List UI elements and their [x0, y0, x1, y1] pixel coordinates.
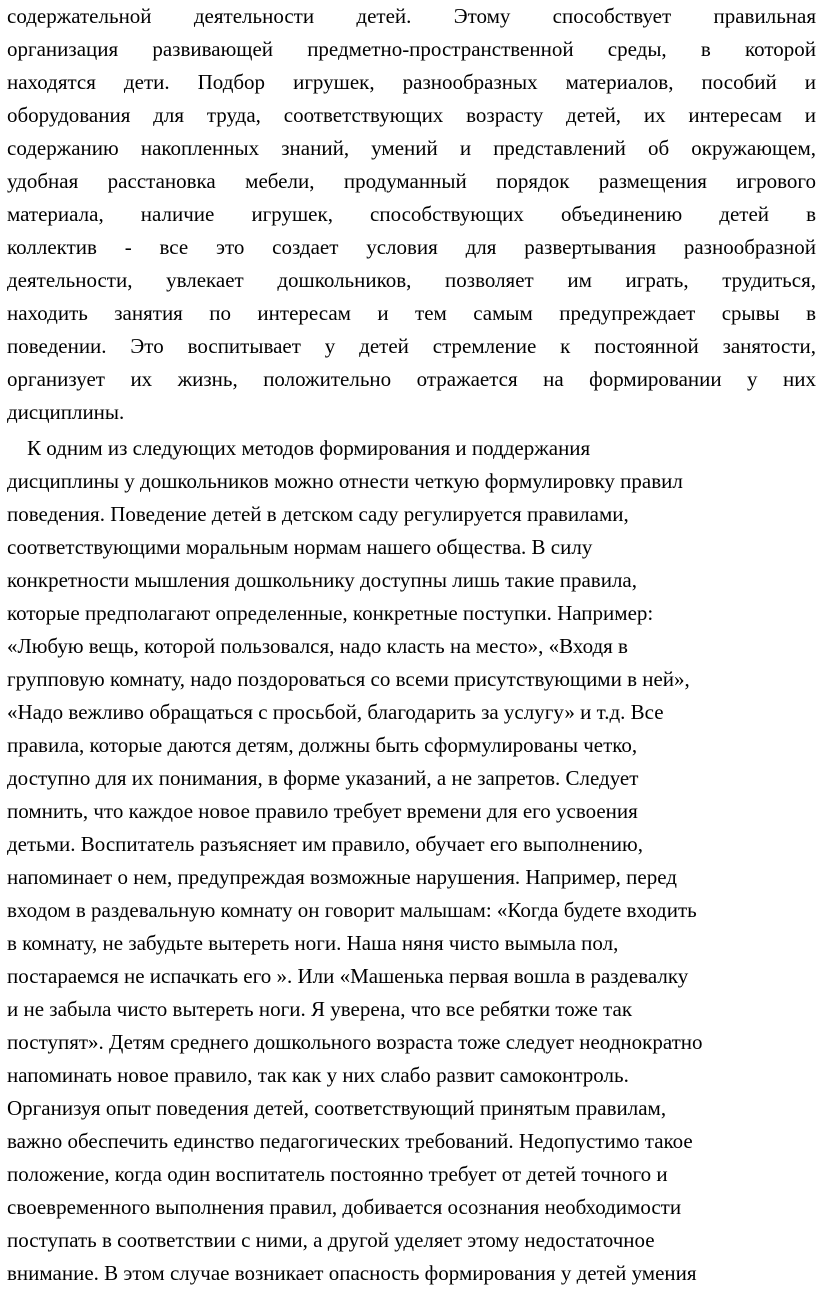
paragraph-line: поступать в соответствии с ними, а другой уделяет этому недостаточное	[7, 1228, 655, 1252]
paragraph-line: в комнату, не забудьте вытереть ноги. Наша няня чисто вымыла пол,	[7, 931, 619, 955]
paragraph-line: содержательной деятельности детей. Этому способствует правильная	[7, 4, 816, 28]
paragraph-line: находятся дети. Подбор игрушек, разнообразных материалов, пособий и	[7, 70, 816, 94]
paragraph-line: поведения. Поведение детей в детском саду регулируется правилами,	[7, 502, 629, 526]
paragraph-line: соответствующими моральным нормам нашего общества. В силу	[7, 535, 593, 559]
paragraph-line: важно обеспечить единство педагогических требований. Недопустимо такое	[7, 1129, 693, 1153]
paragraph-line: напоминает о нем, предупреждая возможные нарушения. Например, перед	[7, 865, 677, 889]
paragraph-line: постараемся не испачкать его ». Или «Машенька первая вошла в раздевалку	[7, 964, 689, 988]
paragraph-1	[7, 0, 816, 429]
paragraph-line: «Любую вещь, которой пользовался, надо класть на место», «Входя в	[7, 634, 628, 658]
paragraph-line: поступят». Детям среднего дошкольного возраста тоже следует неоднократно	[7, 1030, 703, 1054]
paragraph-line: дисциплины у дошкольников можно отнести четкую формулировку правил	[7, 469, 683, 493]
paragraph-line: содержанию накопленных знаний, умений и представлений об окружающем,	[7, 136, 816, 160]
paragraph-line: входом в раздевальную комнату он говорит малышам: «Когда будете входить	[7, 898, 697, 922]
paragraph-line: деятельности, увлекает дошкольников, позволяет им играть, трудиться,	[7, 268, 816, 292]
paragraph-line: удобная расстановка мебели, продуманный порядок размещения игрового	[7, 169, 816, 193]
paragraph-line: групповую комнату, надо поздороваться со всеми присутствующими в ней»,	[7, 667, 690, 691]
paragraph-line: своевременного выполнения правил, добивается осознания необходимости	[7, 1195, 682, 1219]
paragraph-line: поведении. Это воспитывает у детей стремление к постоянной занятости,	[7, 334, 816, 358]
paragraph-2	[7, 432, 816, 1290]
paragraph-line: внимание. В этом случае возникает опасность формирования у детей умения	[7, 1261, 697, 1285]
paragraph-line: К одним из следующих методов формирования и поддержания	[27, 436, 591, 460]
paragraph-line: находить занятия по интересам и тем самым предупреждает срывы в	[7, 301, 816, 325]
paragraph-line: правила, которые даются детям, должны быть сформулированы четко,	[7, 733, 638, 757]
paragraph-line: «Надо вежливо обращаться с просьбой, благодарить за услугу» и т.д. Все	[7, 700, 664, 724]
paragraph-line: коллектив - все это создает условия для развертывания разнообразной	[7, 235, 816, 259]
paragraph-line: Организуя опыт поведения детей, соответствующий принятым правилам,	[7, 1096, 667, 1120]
paragraph-line: помнить, что каждое новое правило требует времени для его усвоения	[7, 799, 638, 823]
paragraph-line: детьми. Воспитатель разъясняет им правило, обучает его выполнению,	[7, 832, 643, 856]
paragraph-line: и не забыла чисто вытереть ноги. Я уверена, что все ребятки тоже так	[7, 997, 633, 1021]
paragraph-line: организация развивающей предметно-пространственной среды, в которой	[7, 37, 816, 61]
paragraph-line: доступно для их понимания, в форме указаний, а не запретов. Следует	[7, 766, 639, 790]
paragraph-line: конкретности мышления дошкольнику доступны лишь такие правила,	[7, 568, 637, 592]
paragraph-line: положение, когда один воспитатель постоянно требует от детей точного и	[7, 1162, 668, 1186]
paragraph-line: оборудования для труда, соответствующих возрасту детей, их интересам и	[7, 103, 816, 127]
paragraph-line: организует их жизнь, положительно отражается на формировании у них	[7, 367, 816, 391]
paragraph-line: материала, наличие игрушек, способствующих объединению детей в	[7, 202, 816, 226]
paragraph-line: дисциплины.	[7, 400, 125, 424]
paragraph-line: напоминать новое правило, так как у них слабо развит самоконтроль.	[7, 1063, 629, 1087]
paragraph-line: которые предполагают определенные, конкретные поступки. Например:	[7, 601, 654, 625]
